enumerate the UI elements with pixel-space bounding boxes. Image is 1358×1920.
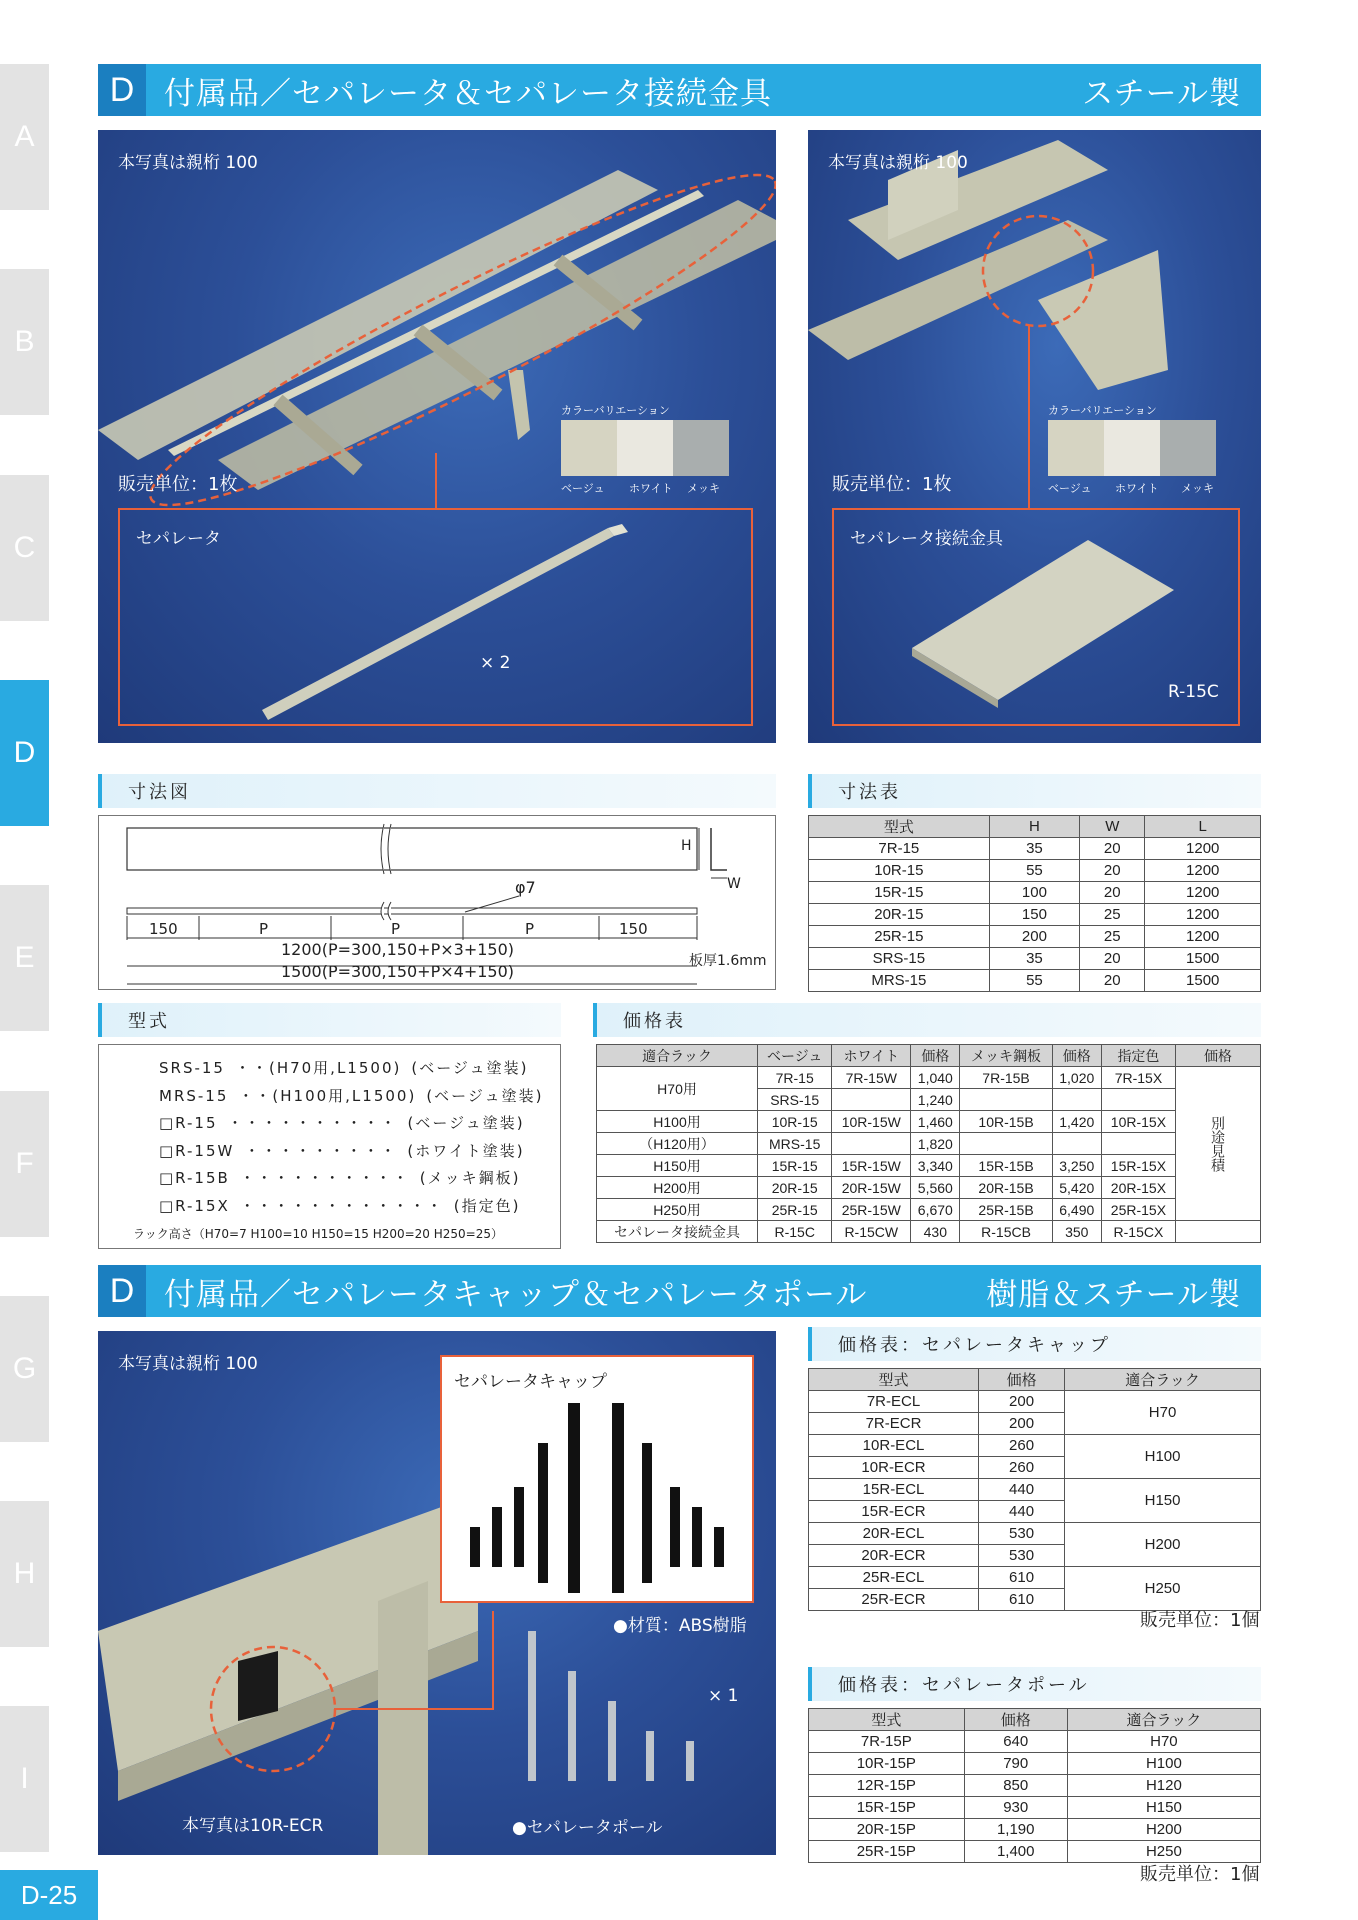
table-cell: 25R-15 [809,926,990,948]
table-cell: 20R-ECL [809,1523,979,1545]
table-cell: 200 [989,926,1079,948]
table-cell: SRS-15 [809,948,990,970]
inset-title: セパレータキャップ [454,1372,607,1392]
length-1500: 1500(P=300,150+P×4+150) [281,962,515,981]
table-header: 価格 [979,1369,1065,1391]
table-cell: 6,670 [911,1199,960,1221]
tab-i[interactable] [0,1706,49,1852]
table-cell: 20 [1080,882,1145,904]
table-header: 適合ラック [1065,1369,1261,1391]
model-desc: (ベージュ塗装) [407,1114,525,1132]
table-cell: H150 [1065,1479,1261,1523]
table-cell [960,1133,1052,1155]
table-cell: 35 [989,948,1079,970]
table-cell: 10R-ECR [809,1457,979,1479]
dim-drawing-heading: 寸法図 [98,774,776,808]
pole-label: ●セパレータポール [512,1818,663,1838]
tab-d[interactable] [0,680,49,826]
table-cell: H70 [1067,1731,1260,1753]
table-cell: 1,020 [1052,1067,1101,1089]
dim-drawing [98,815,776,990]
section-material: スチール製 [1082,75,1241,112]
table-cell: 1500 [1145,970,1261,992]
swatch-white [617,420,673,476]
table-row [809,1797,1261,1819]
table-row [597,1177,1261,1199]
table-cell: 25R-ECL [809,1567,979,1589]
segment-label: 150 [619,920,648,938]
table-row [809,860,1261,882]
tab-label: I [20,1762,29,1795]
tab-a[interactable] [0,64,49,210]
table-cell: 1,400 [964,1841,1067,1863]
dim-h: H [681,838,692,854]
cap-table-heading: 価格表：セパレータキャップ [808,1327,1261,1361]
swatch-label: ホワイト [629,482,673,495]
table-cell: H150用 [597,1155,758,1177]
table-header: メッキ鋼板 [960,1045,1052,1067]
table-cell: 850 [964,1775,1067,1797]
table-cell: 7R-ECR [809,1413,979,1435]
table-cell: 15R-15 [809,882,990,904]
table-cell: 10R-15X [1101,1111,1175,1133]
table-cell: 430 [911,1221,960,1243]
table-cell: 7R-15X [1101,1067,1175,1089]
table-cell: 6,490 [1052,1199,1101,1221]
swatch-white [1104,420,1160,476]
dim-table [808,815,1261,992]
table-cell: 150 [989,904,1079,926]
table-cell: 20R-15X [1101,1177,1175,1199]
cap-inset [440,1355,754,1603]
table-cell: 20R-15P [809,1819,965,1841]
model-code: □R-15W [159,1141,235,1160]
model-desc: (ベージュ塗装) [411,1059,529,1077]
table-cell: 15R-ECL [809,1479,979,1501]
swatch-beige [561,420,617,476]
segment-label: 150 [149,920,178,938]
table-row [809,904,1261,926]
model-dots: ・・(H70用,L1500) [234,1059,402,1077]
table-row [809,1523,1261,1545]
table-cell: 10R-15W [832,1111,911,1133]
pole-table-heading: 価格表：セパレータポール [808,1667,1261,1701]
table-cell: 1,420 [1052,1111,1101,1133]
table-cell: H70用 [597,1067,758,1111]
table-cell: 7R-15P [809,1731,965,1753]
table-cell: 55 [989,970,1079,992]
table-cell: 790 [964,1753,1067,1775]
table-cell: 1,460 [911,1111,960,1133]
dim-w: W [727,876,741,892]
table-cell: 20R-15W [832,1177,911,1199]
model-label: R-15C [1168,682,1219,702]
table-cell: 530 [979,1545,1065,1567]
table-cell: 7R-15W [832,1067,911,1089]
table-cell: H100 [1067,1753,1260,1775]
tab-f[interactable] [0,1091,49,1237]
separator-detail-box [118,508,753,726]
table-cell: 610 [979,1567,1065,1589]
table-cell: 10R-15B [960,1111,1052,1133]
table-cell: 20R-15 [758,1177,832,1199]
table-cell: 15R-15X [1101,1155,1175,1177]
table-cell: 260 [979,1435,1065,1457]
table-cell: 3,250 [1052,1155,1101,1177]
table-cell: H200用 [597,1177,758,1199]
table-cell: 610 [979,1589,1065,1611]
table-row [809,1731,1261,1753]
model-line [159,1083,553,1111]
swatch-plated [1160,420,1216,476]
table-row [809,1567,1261,1589]
table-row [809,882,1261,904]
table-cell: 440 [979,1479,1065,1501]
table-cell: H120 [1067,1775,1260,1797]
cap-sale-unit: 販売単位：1個 [1140,1610,1260,1631]
tab-label: F [15,1147,34,1180]
table-cell: 10R-ECL [809,1435,979,1457]
material-note: ●材質：ABS樹脂 [613,1616,747,1636]
model-code: □R-15 [159,1114,218,1132]
separator-cap-icon [442,1357,756,1605]
tab-g[interactable] [0,1296,49,1442]
table-cell: 25 [1080,904,1145,926]
table-cell: 25R-15W [832,1199,911,1221]
hole-diameter: φ7 [515,878,536,897]
table-cell: 530 [979,1523,1065,1545]
table-cell [832,1089,911,1111]
cap-pole-photo [98,1331,776,1855]
table-row [809,948,1261,970]
table-cell: 25R-15P [809,1841,965,1863]
price-heading: 価格表 [593,1003,1261,1037]
other-price: 別途見積 [1176,1067,1261,1221]
table-cell: 20R-15 [809,904,990,926]
table-cell: 7R-ECL [809,1391,979,1413]
table-row [809,1479,1261,1501]
table-row [809,970,1261,992]
tab-label: H [13,1557,36,1590]
price-table [596,1044,1261,1243]
table-cell: R-15CX [1101,1221,1175,1243]
table-cell: 930 [964,1797,1067,1819]
table-cell: H250 [1067,1841,1260,1863]
table-cell: MRS-15 [809,970,990,992]
table-header: ベージュ [758,1045,832,1067]
model-line [159,1110,553,1138]
model-code: □R-15X [159,1196,230,1215]
tab-h[interactable] [0,1501,49,1647]
table-cell: 12R-15P [809,1775,965,1797]
model-box [98,1044,561,1249]
table-cell: 260 [979,1457,1065,1479]
table-cell: H150 [1067,1797,1260,1819]
table-cell: 1,040 [911,1067,960,1089]
connector-photo [808,130,1261,743]
table-cell [1052,1133,1101,1155]
table-cell: 1200 [1145,904,1261,926]
model-dots: ・・・・・・・・・・ [239,1169,410,1187]
table-cell: H200 [1067,1819,1260,1841]
sale-unit: 販売単位：1枚 [118,474,238,495]
section-title: 付属品／セパレータキャップ＆セパレータポール [164,1276,868,1313]
tab-label: A [14,120,35,153]
table-row [809,1775,1261,1797]
tab-e[interactable] [0,885,49,1031]
table-cell: 20 [1080,838,1145,860]
table-cell: 200 [979,1391,1065,1413]
table-cell: SRS-15 [758,1089,832,1111]
table-cell: MRS-15 [758,1133,832,1155]
segment-label: P [391,920,401,938]
box-title: セパレータ [136,529,221,549]
swatch-label: ホワイト [1115,482,1159,495]
table-cell: 350 [1052,1221,1101,1243]
model-line [159,1165,553,1193]
model-heading: 型式 [98,1003,561,1037]
model-line [159,1138,553,1166]
photo-caption: 本写真は親桁 100 [118,153,258,173]
model-desc: (メッキ鋼板) [419,1169,521,1187]
separator-photo [98,130,776,743]
table-cell [832,1133,911,1155]
table-row [809,838,1261,860]
table-cell: 7R-15 [809,838,990,860]
table-row [809,1753,1261,1775]
table-cell: 440 [979,1501,1065,1523]
color-variation-title: カラーバリエーション [561,404,670,417]
table-cell [960,1089,1052,1111]
bolt-qty: × 2 [480,653,511,673]
swatch-plated [673,420,729,476]
table-header: H [989,816,1079,838]
table-cell: 1,240 [911,1089,960,1111]
section-header [98,1265,1261,1317]
connector-detail-box [832,508,1240,726]
table-row [809,926,1261,948]
table-header: 指定色 [1101,1045,1175,1067]
table-cell: 10R-15P [809,1753,965,1775]
table-cell: 20 [1080,970,1145,992]
table-cell: 1500 [1145,948,1261,970]
table-cell: 25R-15X [1101,1199,1175,1221]
table-header: 価格 [964,1709,1067,1731]
swatch-label: ベージュ [561,482,605,495]
section-header [98,64,1261,116]
table-row [597,1199,1261,1221]
table-cell: R-15C [758,1221,832,1243]
table-cell: H100 [1065,1435,1261,1479]
model-line [159,1055,553,1083]
model-dots: ・・(H100用,L1500) [238,1086,417,1105]
table-cell: 20R-ECR [809,1545,979,1567]
model-code: □R-15B [159,1169,230,1187]
section-letter: D [98,64,146,116]
table-cell: 1200 [1145,882,1261,904]
pole-table [808,1708,1261,1863]
dim-table-heading: 寸法表 [808,774,1261,808]
table-cell: 1200 [1145,860,1261,882]
table-cell: 10R-15 [758,1111,832,1133]
table-cell: 55 [989,860,1079,882]
table-row [597,1067,1261,1089]
table-header: L [1145,816,1261,838]
table-cell: 35 [989,838,1079,860]
table-cell: H250用 [597,1199,758,1221]
section-material: 樹脂＆スチール製 [986,1276,1241,1313]
section-letter: D [98,1265,146,1317]
table-header: 適合ラック [1067,1709,1260,1731]
table-cell: 20 [1080,860,1145,882]
segment-label: P [259,920,269,938]
table-header: 型式 [809,1369,979,1391]
model-line [159,1193,553,1221]
table-cell: 25R-15B [960,1199,1052,1221]
tab-label: C [13,531,36,564]
tab-label: E [14,941,35,974]
tab-label: G [12,1352,37,1385]
swatch-label: メッキ [687,482,720,495]
model-desc: (指定色) [453,1196,521,1215]
photo-bottom-caption: 本写真は10R-ECR [182,1816,324,1836]
section-title: 付属品／セパレータ＆セパレータ接続金具 [164,75,772,112]
table-cell: 1,190 [964,1819,1067,1841]
table-row [809,1435,1261,1457]
table-cell: 15R-15P [809,1797,965,1819]
model-dots: ・・・・・・・・・・・・ [239,1196,444,1215]
tab-label: D [13,736,36,769]
table-cell: セパレータ接続金具 [597,1221,758,1243]
table-cell: 7R-15B [960,1067,1052,1089]
table-cell: 15R-15W [832,1155,911,1177]
separator-bar-icon [120,510,755,728]
table-header: 価格 [911,1045,960,1067]
model-desc: (ベージュ塗装) [426,1086,544,1105]
table-cell: 25R-15 [758,1199,832,1221]
table-cell: H100用 [597,1111,758,1133]
table-cell: 1,820 [911,1133,960,1155]
model-desc: (ホワイト塗装) [407,1141,525,1160]
swatch-label: ベージュ [1048,482,1092,495]
model-dots: ・・・・・・・・・ [244,1141,398,1160]
table-cell [1101,1133,1175,1155]
model-code: SRS-15 [159,1059,225,1077]
table-cell [1052,1089,1101,1111]
photo-caption: 本写真は親桁 100 [828,153,968,173]
table-header: 価格 [1052,1045,1101,1067]
table-cell: 1200 [1145,926,1261,948]
table-cell: 1200 [1145,838,1261,860]
tab-b[interactable] [0,269,49,415]
swatch-label: メッキ [1181,482,1214,495]
table-row [597,1221,1261,1243]
table-cell: 15R-15 [758,1155,832,1177]
table-cell: H70 [1065,1391,1261,1435]
table-cell: H250 [1065,1567,1261,1611]
table-row [597,1155,1261,1177]
table-header: ホワイト [832,1045,911,1067]
table-cell: 100 [989,882,1079,904]
table-header: 価格 [1176,1045,1261,1067]
sale-unit: 販売単位：1枚 [832,474,952,495]
table-cell: 15R-15B [960,1155,1052,1177]
table-header: 適合ラック [597,1045,758,1067]
cap-table [808,1368,1261,1611]
pole-sale-unit: 販売単位：1個 [1140,1864,1260,1885]
model-code: MRS-15 [159,1086,229,1105]
thickness: 板厚1.6mm [689,953,767,969]
table-cell: 15R-ECR [809,1501,979,1523]
table-cell: 25R-ECR [809,1589,979,1611]
table-row [809,1391,1261,1413]
table-cell: 20 [1080,948,1145,970]
rack-height-note: ラック高さ（H70=7 H100=10 H150=15 H200=20 H250=25） [133,1227,504,1241]
page-number: D-25 [0,1870,98,1920]
table-cell: 5,560 [911,1177,960,1199]
table-header: W [1080,816,1145,838]
table-cell: 5,420 [1052,1177,1101,1199]
swatch-beige [1048,420,1104,476]
table-cell: 25 [1080,926,1145,948]
table-cell: 640 [964,1731,1067,1753]
table-cell: 200 [979,1413,1065,1435]
table-row [809,1819,1261,1841]
table-cell: （H120用） [597,1133,758,1155]
table-header: 型式 [809,1709,965,1731]
table-header: 型式 [809,816,990,838]
tab-label: B [14,325,35,358]
photo-caption: 本写真は親桁 100 [118,1354,258,1374]
table-row [597,1133,1261,1155]
table-cell: H200 [1065,1523,1261,1567]
table-cell: 3,340 [911,1155,960,1177]
bolt-qty: × 1 [708,1686,739,1706]
box-title: セパレータ接続金具 [850,529,1003,549]
table-cell [1176,1221,1261,1243]
table-cell: 7R-15 [758,1067,832,1089]
table-cell: 20R-15B [960,1177,1052,1199]
table-cell: R-15CW [832,1221,911,1243]
color-variation-title: カラーバリエーション [1048,404,1157,417]
segment-label: P [525,920,535,938]
length-1200: 1200(P=300,150+P×3+150) [281,940,515,959]
table-cell: 10R-15 [809,860,990,882]
tab-c[interactable] [0,475,49,621]
table-cell: R-15CB [960,1221,1052,1243]
table-cell [1101,1089,1175,1111]
model-dots: ・・・・・・・・・・ [227,1114,398,1132]
table-row [597,1111,1261,1133]
